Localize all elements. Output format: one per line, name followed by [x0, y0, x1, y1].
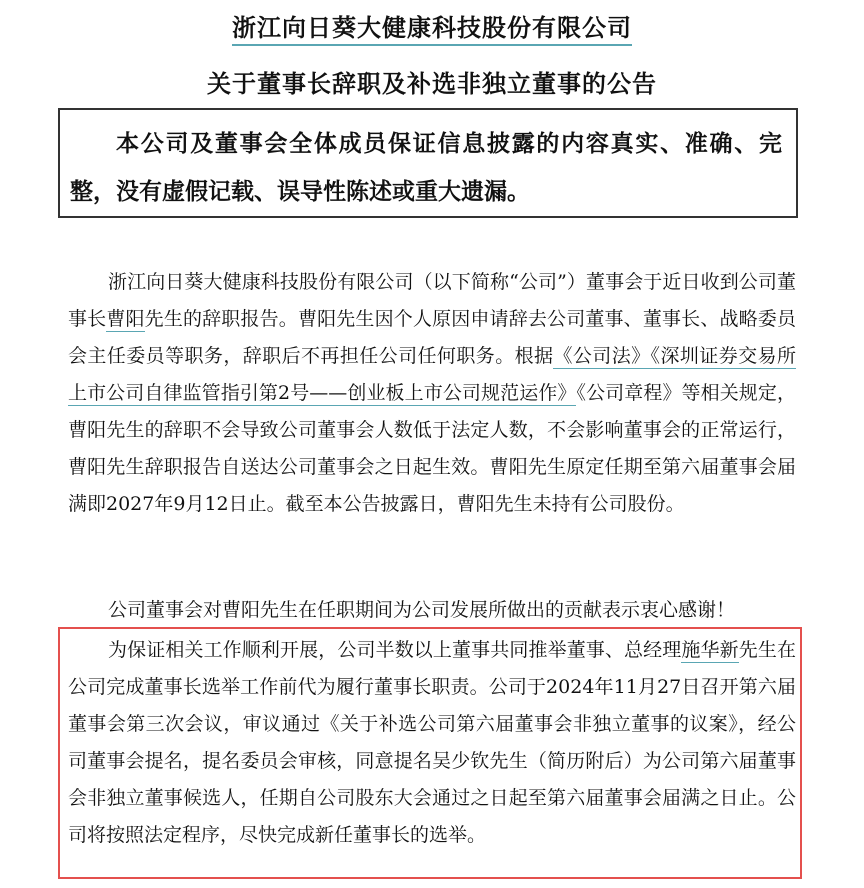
- interim-chair-name: 施华新: [681, 639, 739, 661]
- paragraph-interim-chair: 为保证相关工作顺利开展，公司半数以上董事共同推举董事、总经理施华新先生在公司完成董事长选举工作前代为履行董事长职责。公司于2024年11月27日召开第六届董事会第三次会议，审议通过《关于补选公司第六届董事会非独立董事的议案》，经公司董事会提名，提名委员会审核，同意提名吴少钦先生（简历附后）为公司第六届董事会非独立董事候选人，任期自公司股东大会通过之日起至第六届董事会届满之日止。公司将按照法定程序，尽快完成新任董事长的选举。: [68, 639, 796, 846]
- disclaimer-box: 本公司及董事会全体成员保证信息披露的内容真实、准确、完整，没有虚假记载、误导性陈述或重大遗漏。: [58, 108, 798, 218]
- law-reference-szse-guideline: 《深圳证券交易所上市公司自律监管指引第2号——创业板上市公司规范运作》: [68, 345, 796, 404]
- paragraph-thanks: 公司董事会对曹阳先生在任职期间为公司发展所做出的贡献表示衷心感谢！: [108, 599, 736, 621]
- chairman-name: 曹阳: [106, 308, 145, 330]
- company-title: 浙江向日葵大健康科技股份有限公司: [0, 8, 864, 43]
- law-reference-company-law: 《公司法》: [553, 345, 651, 367]
- paragraph-resignation: 浙江向日葵大健康科技股份有限公司（以下简称“公司”）董事会于近日收到公司董事长曹阳先生的辞职报告。曹阳先生因个人原因申请辞去公司董事、董事长、战略委员会主任委员等职务，辞职后不再担任公司任何职务。根据《公司法》《深圳证券交易所上市公司自律监管指引第2号——创业板上市公司规范运作》《公司章程》等相关规定，曹阳先生的辞职不会导致公司董事会人数低于法定人数，不会影响董事会的正常运行，曹阳先生辞职报告自送达公司董事会之日起生效。曹阳先生原定任期至第六届董事会届满即2027年9月12日止。截至本公告披露日，曹阳先生未持有公司股份。: [68, 271, 796, 515]
- announcement-title: 关于董事长辞职及补选非独立董事的公告: [207, 70, 657, 98]
